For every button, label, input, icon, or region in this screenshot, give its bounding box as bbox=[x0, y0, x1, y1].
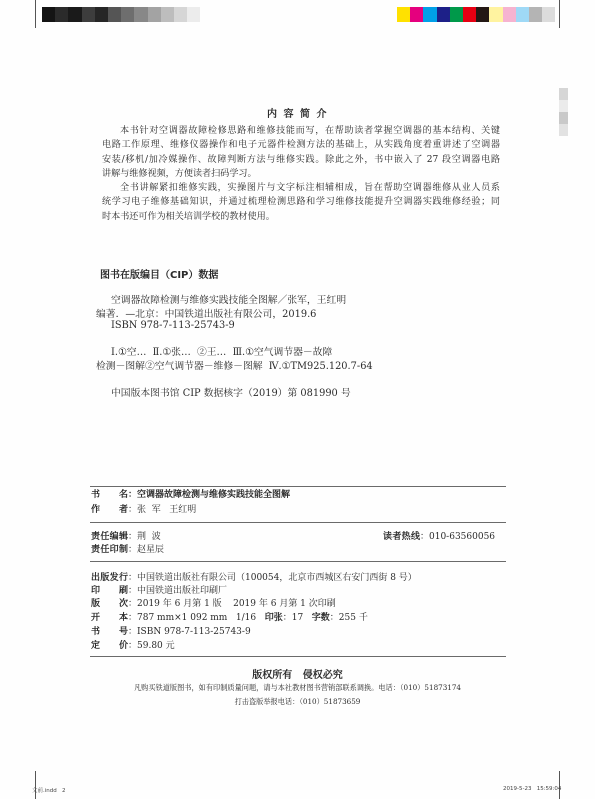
gray-bar-swatch bbox=[95, 7, 108, 22]
colophon-label: 责任编辑 bbox=[91, 532, 128, 542]
gray-bar-swatch bbox=[148, 7, 161, 22]
colophon-row-hotline bbox=[383, 532, 495, 543]
colophon-rule bbox=[90, 561, 506, 562]
colophon-value: ：787 mm×1 092 mm 1/16 bbox=[128, 613, 265, 623]
colophon-value: ：59.80 元 bbox=[128, 641, 175, 651]
colophon-row-editor bbox=[91, 532, 161, 543]
side-strip-swatch bbox=[559, 88, 568, 100]
cip-line: 编著．—北京：中国铁道出版社有限公司，2019.6 bbox=[96, 309, 317, 320]
synopsis-line: 全书讲解紧扣维修实践，实操图片与文字标注相辅相成，旨在帮助空调器维修从业人员系 bbox=[120, 183, 500, 194]
colophon-row-isbn bbox=[91, 627, 251, 638]
gray-bar-swatch bbox=[55, 7, 68, 22]
colophon-value: ：010-63560056 bbox=[420, 532, 496, 542]
synopsis-line: 安装/移机/加冷媒操作、故障判断方法与维修实践。除此之外，书中嵌入了 27 段空调器电路 bbox=[102, 154, 500, 165]
color-bar-swatch bbox=[489, 7, 502, 22]
crop-mark-top-left bbox=[35, 0, 36, 28]
colophon-value: ：赵星辰 bbox=[128, 545, 165, 555]
synopsis-body bbox=[102, 124, 500, 224]
gray-bar-swatch bbox=[68, 7, 81, 22]
gray-bar-swatch bbox=[174, 7, 187, 22]
color-bar-swatch bbox=[437, 7, 450, 22]
colophon-label: 责任印制 bbox=[91, 545, 128, 555]
cip-classification: Ⅰ.①空… Ⅱ.①张… ②王… Ⅲ.①空气调节器－故障 bbox=[111, 347, 333, 358]
crop-mark-top-right bbox=[559, 0, 560, 28]
synopsis-line: 统学习电子维修基础知识，并通过梳理检测思路和学习维修技能提升空调器实践维修经验；同 bbox=[102, 197, 500, 208]
color-control-bar bbox=[397, 7, 555, 22]
color-bar-swatch bbox=[450, 7, 463, 22]
color-bar-swatch bbox=[529, 7, 542, 22]
colophon-label: 出版发行 bbox=[91, 573, 128, 583]
gray-bar-swatch bbox=[121, 7, 134, 22]
copyright-heading: 版权所有 侵权必究 bbox=[252, 670, 343, 681]
colophon-row-title bbox=[91, 490, 290, 501]
colophon-row-print-manager bbox=[91, 545, 164, 556]
grayscale-control-bar bbox=[42, 7, 200, 22]
piracy-report-line: 打击盗版举报电话：（010）51873659 bbox=[234, 697, 361, 706]
synopsis-title: 内 容 简 介 bbox=[267, 109, 328, 120]
gray-bar-swatch bbox=[108, 7, 121, 22]
colophon-sub-label: 印张 bbox=[264, 613, 283, 623]
color-bar-swatch bbox=[463, 7, 476, 22]
colophon-value: ：空调器故障检测与维修实践技能全图解 bbox=[128, 490, 291, 500]
colophon-value: ：ISBN 978-7-113-25743-9 bbox=[128, 627, 251, 637]
color-bar-swatch bbox=[503, 7, 516, 22]
quality-notice: 凡购买铁道版图书，如有印制质量问题，请与本社教材图书营销部联系调换。电话：（010）51873174 bbox=[133, 683, 462, 692]
gray-bar-swatch bbox=[187, 7, 200, 22]
gray-bar-swatch bbox=[161, 7, 174, 22]
colophon-value: ：张 军 王红明 bbox=[128, 505, 197, 515]
color-bar-swatch bbox=[410, 7, 423, 22]
crop-mark-bottom-right bbox=[559, 771, 560, 799]
synopsis-line: 本书针对空调器故障检修思路和维修技能而写，在帮助读者掌握空调器的基本结构、关键 bbox=[120, 126, 500, 136]
colophon-value: ：中国铁道出版社有限公司（100054，北京市西城区右安门西街 8 号） bbox=[128, 573, 417, 583]
cip-record-number: 中国版本图书馆 CIP 数据核字（2019）第 081990 号 bbox=[111, 388, 351, 399]
gray-bar-swatch bbox=[82, 7, 95, 22]
cip-line: 空调器故障检测与维修实践技能全图解／张军，王红明 bbox=[111, 295, 347, 306]
gray-bar-swatch bbox=[134, 7, 147, 22]
colophon-row-price bbox=[91, 641, 175, 652]
colophon-row-edition bbox=[91, 599, 336, 610]
color-bar-swatch bbox=[542, 7, 555, 22]
colophon-row-author bbox=[91, 505, 196, 516]
colophon-label: 读者热线 bbox=[383, 532, 420, 542]
cip-heading: 图书在版编目（CIP）数据 bbox=[100, 270, 219, 281]
color-bar-swatch bbox=[423, 7, 436, 22]
colophon-label: 开本 bbox=[91, 613, 128, 623]
colophon-value: ：2019 年 6 月第 1 版 2019 年 6 月第 1 次印刷 bbox=[128, 599, 336, 609]
colophon-value: ：17 bbox=[282, 613, 312, 623]
slug-timestamp: 2019-5-23 15:59:04 bbox=[503, 786, 562, 792]
color-bar-swatch bbox=[476, 7, 489, 22]
color-bar-swatch bbox=[516, 7, 529, 22]
color-bar-swatch bbox=[397, 7, 410, 22]
crop-mark-bottom-left bbox=[35, 771, 36, 799]
side-strip-swatch bbox=[559, 124, 568, 136]
colophon-rule bbox=[90, 656, 506, 657]
colophon-label: 书名 bbox=[91, 490, 128, 500]
colophon-label: 定价 bbox=[91, 641, 128, 651]
colophon-value: ：中国铁道出版社印刷厂 bbox=[128, 586, 228, 596]
colophon-value: ：255 千 bbox=[329, 613, 368, 623]
synopsis-line: 时本书还可作为相关培训学校的教材使用。 bbox=[102, 211, 275, 222]
colophon-label: 作者 bbox=[91, 505, 128, 515]
slug-filename: 文前.indd 2 bbox=[32, 788, 66, 794]
cip-classification: 检测－图解②空气调节器－维修－图解 Ⅳ.①TM925.120.7-64 bbox=[96, 361, 373, 372]
cip-isbn: ISBN 978-7-113-25743-9 bbox=[111, 320, 235, 331]
colophon-rule bbox=[90, 522, 506, 523]
colophon-rule bbox=[90, 486, 506, 487]
colophon-row-printer bbox=[91, 586, 227, 597]
colophon-value: ：荆 波 bbox=[128, 532, 161, 542]
colophon-label: 印刷 bbox=[91, 586, 128, 596]
gray-bar-swatch bbox=[42, 7, 55, 22]
colophon-row-format bbox=[91, 613, 368, 624]
colophon-sub-label: 字数 bbox=[311, 613, 330, 623]
synopsis-line: 电路工作原理、维修仪器操作和电子元器件检测方法的基础上，从实践角度着重讲述了空调器 bbox=[102, 140, 500, 151]
colophon-row-publisher bbox=[91, 573, 417, 584]
colophon-label: 书号 bbox=[91, 627, 128, 637]
synopsis-line: 讲解与维修视频，方便读者扫码学习。 bbox=[102, 168, 257, 179]
colophon-label: 版次 bbox=[91, 599, 128, 609]
